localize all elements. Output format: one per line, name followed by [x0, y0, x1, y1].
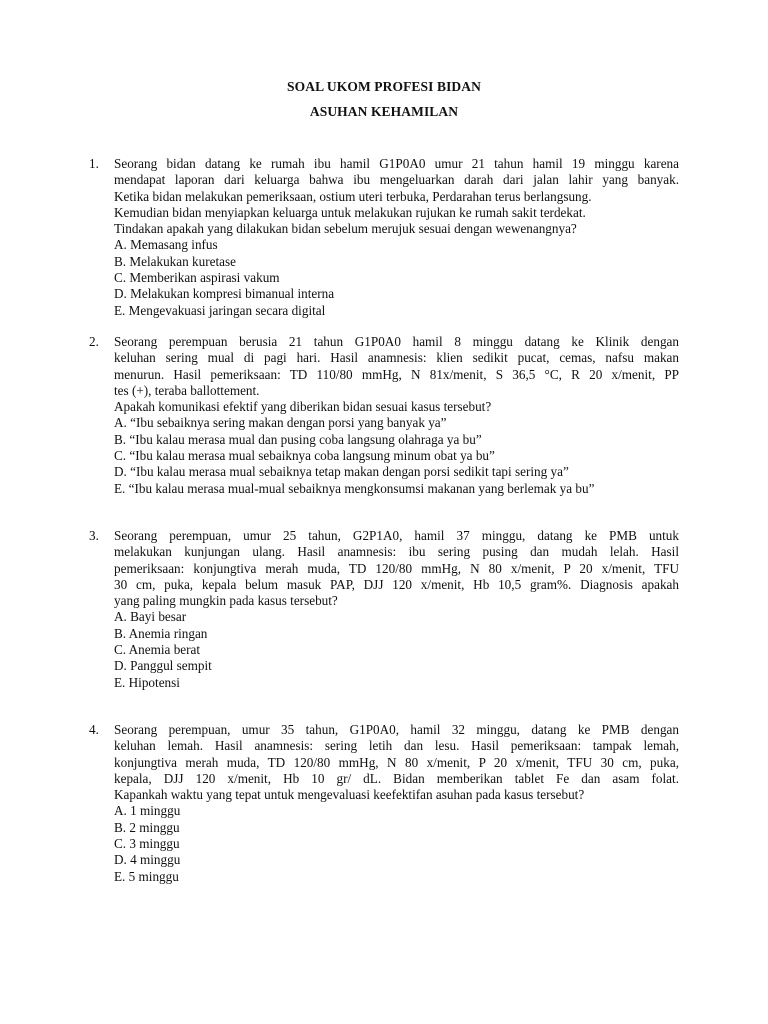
question-number: 2. — [89, 334, 99, 349]
answer-option-d: D. 4 minggu — [114, 852, 181, 868]
question-line: konjungtiva merah muda, TD 120/80 mmHg, N 80 x/menit, P 20 x/menit, TFU 30 cm, puka, — [114, 754, 679, 770]
question-number: 4. — [89, 722, 99, 737]
question-line: pemeriksaan: konjungtiva merah muda, TD 120/80 mmHg, N 80 x/menit, P 20 x/menit, TFU — [114, 560, 679, 576]
answer-option-e: E. Hipotensi — [114, 674, 180, 690]
answer-option-d: D. Panggul sempit — [114, 658, 212, 674]
question-line: Kemudian bidan menyiapkan keluarga untuk melakukan rujukan ke rumah sakit terdekat. — [114, 204, 586, 220]
answer-option-b: B. “Ibu kalau merasa mual dan pusing coba langsung olahraga ya bu” — [114, 431, 482, 447]
answer-option-d: D. “Ibu kalau merasa mual sebaiknya tetap makan dengan porsi sedikit tapi sering ya” — [114, 464, 569, 480]
question-line: Seorang perempuan berusia 21 tahun G1P0A0 hamil 8 minggu datang ke Klinik dengan — [114, 334, 679, 349]
question-text — [114, 528, 679, 609]
question-text — [114, 722, 679, 803]
question-line: kepala, DJJ 120 x/menit, Hb 10 gr/ dL. Bidan memberikan tablet Fe dan asam folat. — [114, 770, 679, 786]
question-line: Apakah komunikasi efektif yang diberikan bidan sesuai kasus tersebut? — [114, 399, 492, 415]
question-text — [114, 334, 679, 415]
answer-options — [114, 803, 679, 884]
answer-option-a: A. “Ibu sebaiknya sering makan dengan porsi yang banyak ya” — [114, 415, 447, 431]
question-line: tes (+), teraba ballottement. — [114, 382, 260, 398]
question-line: Seorang bidan datang ke rumah ibu hamil G1P0A0 umur 21 tahun hamil 19 minggu karena — [114, 156, 679, 171]
question-line: Tindakan apakah yang dilakukan bidan sebelum merujuk sesuai dengan wewenangnya? — [114, 221, 577, 237]
question-line: Ketika bidan melakukan pemeriksaan, ostium uteri terbuka, Perdarahan terus berlangsung. — [114, 188, 592, 204]
question-4 — [89, 722, 679, 885]
question-line: 30 cm, puka, kepala belum masuk PAP, DJJ 120 x/menit, Hb 10,5 gram%. Diagnosis apakah — [114, 576, 679, 592]
answer-option-b: B. 2 minggu — [114, 819, 180, 835]
question-line: Seorang perempuan, umur 25 tahun, G2P1A0, hamil 37 minggu, datang ke PMB untuk — [114, 528, 679, 543]
question-3 — [89, 528, 679, 691]
answer-options — [114, 237, 679, 318]
answer-option-e: E. Mengevakuasi jaringan secara digital — [114, 302, 326, 318]
answer-option-b: B. Anemia ringan — [114, 625, 208, 641]
question-line: Seorang perempuan, umur 35 tahun, G1P0A0, hamil 32 minggu, datang ke PMB dengan — [114, 722, 679, 737]
question-text — [114, 156, 679, 237]
answer-option-c: C. 3 minggu — [114, 836, 180, 852]
document-subtitle: ASUHAN KEHAMILAN — [309, 104, 459, 119]
question-line: menurun. Hasil pemeriksaan: TD 110/80 mmHg, N 81x/menit, S 36,5 °C, R 20 x/menit, PP — [114, 366, 679, 382]
answer-option-a: A. 1 minggu — [114, 803, 181, 819]
question-line: mendapat laporan dari keluarga bahwa ibu mengeluarkan darah dari jalan lahir yang banyak. — [114, 172, 679, 188]
answer-options — [114, 415, 679, 496]
question-line: melakukan kunjungan ulang. Hasil anamnesis: ibu sering pusing dan mudah lelah. Hasil — [114, 544, 679, 560]
question-1 — [89, 156, 679, 319]
answer-option-c: C. Memberikan aspirasi vakum — [114, 270, 280, 286]
question-line: keluhan sering mual di pagi hari. Hasil anamnesis: klien sedikit pucat, cemas, nafsu makan — [114, 350, 679, 366]
answer-option-b: B. Melakukan kuretase — [114, 253, 236, 269]
answer-option-a: A. Memasang infus — [114, 237, 218, 253]
answer-option-a: A. Bayi besar — [114, 609, 187, 625]
answer-option-e: E. 5 minggu — [114, 868, 179, 884]
question-number: 1. — [89, 156, 99, 171]
answer-option-c: C. “Ibu kalau merasa mual sebaiknya coba langsung minum obat ya bu” — [114, 448, 495, 464]
question-number: 3. — [89, 528, 99, 543]
answer-option-c: C. Anemia berat — [114, 642, 201, 658]
question-line: keluhan lemah. Hasil anamnesis: sering letih dan lesu. Hasil pemeriksaan: tampak lemah, — [114, 738, 679, 754]
question-line: yang paling mungkin pada kasus tersebut? — [114, 593, 338, 609]
document-title: SOAL UKOM PROFESI BIDAN — [287, 79, 481, 94]
answer-option-e: E. “Ibu kalau merasa mual-mual sebaiknya mengkonsumsi makanan yang berlemak ya bu” — [114, 480, 595, 496]
question-line: Kapankah waktu yang tepat untuk mengevaluasi keefektifan asuhan pada kasus tersebut? — [114, 787, 585, 803]
answer-options — [114, 609, 679, 690]
answer-option-d: D. Melakukan kompresi bimanual interna — [114, 286, 335, 302]
question-2 — [89, 334, 679, 497]
